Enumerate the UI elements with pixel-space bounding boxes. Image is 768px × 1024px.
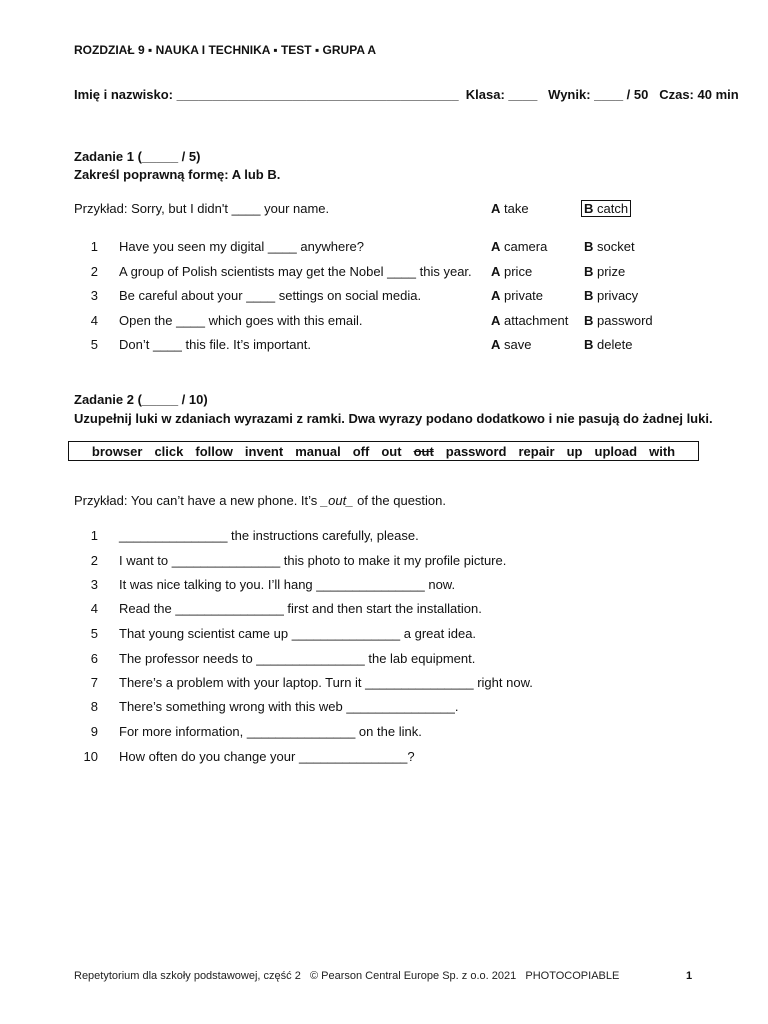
option-a-word: take <box>500 201 529 216</box>
example-text-after: of the question. <box>353 493 446 508</box>
option-b-letter: B <box>584 288 594 303</box>
task2-item-number: 1 <box>90 528 98 543</box>
task1-example-sentence: Przykład: Sorry, but I didn't ____ your name. <box>74 201 330 216</box>
option-b-word: password <box>593 313 653 328</box>
example-text-before: Przykład: You can’t have a new phone. It’s <box>74 493 321 508</box>
word-bank-word: click <box>154 443 184 459</box>
task1-example-option-a <box>491 201 529 216</box>
task1-item-number: 3 <box>90 288 98 303</box>
option-b-letter: B <box>584 264 594 279</box>
task2-item-sentence: That young scientist came up _______________ a great idea. <box>119 626 477 641</box>
option-a-word: save <box>500 337 532 352</box>
task1-instruction: Zakreśl poprawną formę: A lub B. <box>74 167 281 182</box>
task2-item-sentence: The professor needs to _______________ the lab equipment. <box>119 651 476 666</box>
option-b-word: delete <box>593 337 633 352</box>
option-a-letter: A <box>491 239 501 254</box>
word-bank-word: manual <box>295 443 341 459</box>
task2-heading: Zadanie 2 (_____ / 10) <box>74 392 208 407</box>
word-bank-word: password <box>445 443 507 459</box>
task1-item-option-a[interactable] <box>491 264 532 279</box>
task2-item-sentence: It was nice talking to you. I’ll hang _______________ now. <box>119 577 456 592</box>
word-bank-word: up <box>566 443 583 459</box>
word-bank-box <box>68 441 699 461</box>
task2-instruction: Uzupełnij luki w zdaniach wyrazami z ramki. Dwa wyrazy podano dodatkowo i nie pasują do żadnej luki. <box>74 411 713 426</box>
task1-item-sentence: A group of Polish scientists may get the Nobel ____ this year. <box>119 264 472 279</box>
task1-item-option-a[interactable] <box>491 239 547 254</box>
task1-item-number: 1 <box>90 239 98 254</box>
task2-item-sentence: I want to _______________ this photo to make it my profile picture. <box>119 553 507 568</box>
student-info-line: Imię i nazwisko: _______________________________________ Klasa: ____ Wynik: ____ / 50 Czas: 40 min <box>74 87 739 102</box>
task2-item-number: 2 <box>90 553 98 568</box>
task1-item-sentence: Don’t ____ this file. It’s important. <box>119 337 311 352</box>
task1-item-option-b[interactable] <box>584 264 625 279</box>
example-answer: _out_ <box>320 493 354 508</box>
option-a-word: private <box>500 288 544 303</box>
task2-item-sentence: Read the _______________ first and then start the installation. <box>119 601 482 616</box>
task2-item-sentence: There’s a problem with your laptop. Turn it _______________ right now. <box>119 675 533 690</box>
task2-item-number: 9 <box>90 724 98 739</box>
task1-item-sentence: Have you seen my digital ____ anywhere? <box>119 239 364 254</box>
task2-item-sentence: _______________ the instructions carefully, please. <box>119 528 419 543</box>
task2-item-number: 4 <box>90 601 98 616</box>
page-number: 1 <box>686 970 693 982</box>
option-a-letter: A <box>491 337 501 352</box>
word-bank-word: with <box>649 443 676 459</box>
task2-item-sentence: How often do you change your _______________? <box>119 749 415 764</box>
task1-item-sentence: Open the ____ which goes with this email. <box>119 313 363 328</box>
task2-item-number: 7 <box>90 675 98 690</box>
option-a-word: price <box>500 264 533 279</box>
task2-item-sentence: For more information, _______________ on the link. <box>119 724 422 739</box>
task2-item-number: 8 <box>90 699 98 714</box>
word-bank-word: off <box>352 443 370 459</box>
word-bank-word: invent <box>244 443 284 459</box>
page-header-title: ROZDZIAŁ 9 ▪ NAUKA I TECHNIKA ▪ TEST ▪ GRUPA A <box>74 43 377 57</box>
task1-item-option-b[interactable] <box>584 313 653 328</box>
task2-item-number: 10 <box>83 749 98 764</box>
word-bank-word: follow <box>195 443 233 459</box>
option-a-word: attachment <box>500 313 569 328</box>
task1-item-option-b[interactable] <box>584 337 632 352</box>
option-b-word: socket <box>593 239 635 254</box>
task1-item-number: 2 <box>90 264 98 279</box>
task1-item-option-b[interactable] <box>584 239 635 254</box>
task2-item-number: 5 <box>90 626 98 641</box>
task1-item-number: 5 <box>90 337 98 352</box>
task1-item-option-a[interactable] <box>491 337 531 352</box>
word-bank-word-crossed-out: out <box>413 443 434 459</box>
option-a-word: camera <box>500 239 548 254</box>
task1-item-option-a[interactable] <box>491 288 543 303</box>
task1-heading: Zadanie 1 (_____ / 5) <box>74 149 201 164</box>
option-b-letter: B <box>584 313 594 328</box>
option-a-letter: A <box>491 264 501 279</box>
task1-example-option-b <box>584 201 631 216</box>
task2-example-sentence <box>74 493 446 508</box>
option-b-letter: B <box>584 239 594 254</box>
option-b-letter: B <box>584 337 594 352</box>
task1-item-sentence: Be careful about your ____ settings on social media. <box>119 288 422 303</box>
task2-item-number: 3 <box>90 577 98 592</box>
circled-answer-box <box>581 200 631 217</box>
word-bank-word: repair <box>518 443 555 459</box>
page-footer: Repetytorium dla szkoły podstawowej, część 2 © Pearson Central Europe Sp. z o.o. 2021 PHOTOCOPIABLE <box>74 970 620 982</box>
option-a-letter: A <box>491 313 501 328</box>
option-b-word: prize <box>593 264 626 279</box>
task2-item-sentence: There’s something wrong with this web _______________. <box>119 699 459 714</box>
task1-item-number: 4 <box>90 313 98 328</box>
task1-item-option-a[interactable] <box>491 313 568 328</box>
task1-item-option-b[interactable] <box>584 288 638 303</box>
word-bank-word: out <box>381 443 402 459</box>
option-b-word: catch <box>593 201 629 216</box>
option-a-letter: A <box>491 201 501 216</box>
task2-item-number: 6 <box>90 651 98 666</box>
word-bank-word: upload <box>594 443 638 459</box>
word-bank-word: browser <box>91 443 143 459</box>
option-b-word: privacy <box>593 288 639 303</box>
option-b-letter: B <box>584 201 594 216</box>
option-a-letter: A <box>491 288 501 303</box>
